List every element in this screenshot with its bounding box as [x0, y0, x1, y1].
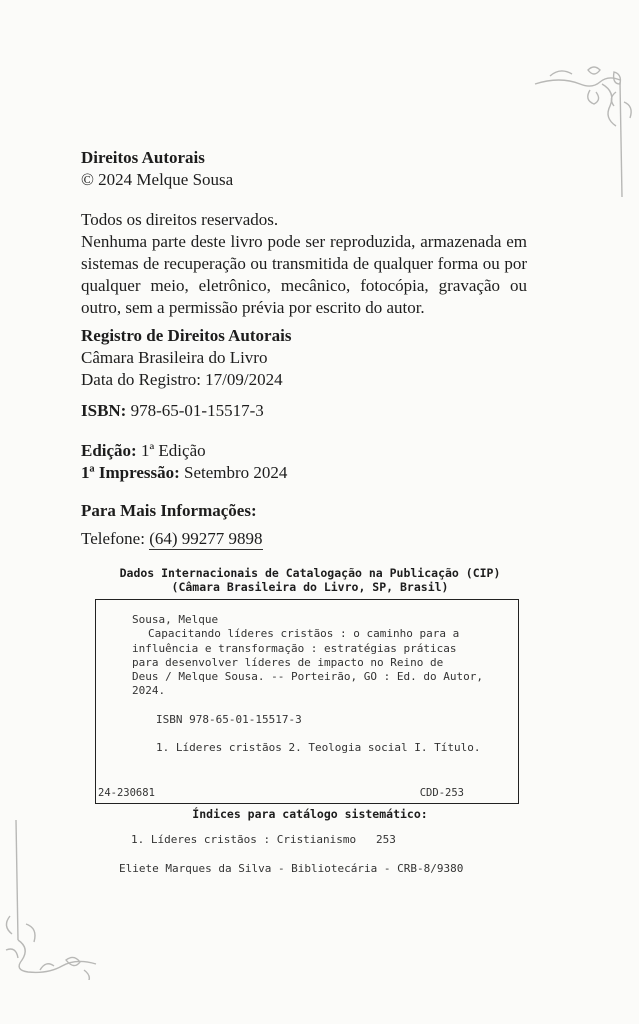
isbn-section — [81, 400, 527, 422]
cip-cdd: CDD-253 — [419, 787, 464, 799]
cip-title-line: Capacitando líderes cristãos : o caminho para a — [148, 627, 460, 641]
cip-author: Sousa, Melque — [132, 613, 219, 626]
info-section — [81, 500, 527, 550]
cip-header-line2: (Câmara Brasileira do Livro, SP, Brasil) — [171, 580, 449, 594]
isbn-value: 978-65-01-15517-3 — [126, 401, 264, 420]
index-heading: Índices para catálogo sistemático: — [192, 807, 428, 821]
copyright-heading: Direitos Autorais — [81, 148, 205, 167]
phone-number[interactable]: (64) 99277 9898 — [149, 529, 263, 548]
printing-label: 1ª Impressão: — [81, 463, 180, 482]
cip-subjects: 1. Líderes cristãos 2. Teologia social I. Título. — [156, 741, 481, 755]
copyright-section — [81, 147, 527, 191]
rights-section — [81, 209, 527, 319]
edition-label: Edição: — [81, 441, 137, 460]
cip-header-line1: Dados Internacionais de Catalogação na Publicação (CIP) — [119, 566, 501, 580]
top-right-ornament — [530, 62, 639, 202]
copyright-line: © 2024 Melque Sousa — [81, 170, 234, 189]
rights-reserved-line: Todos os direitos reservados. — [81, 210, 279, 229]
rights-paragraph: Nenhuma parte deste livro pode ser reproduzida, armazenada em sistemas de recuperação ou transmitida de qualquer forma ou por qualquer meio, eletrônico, mecânico, fotocópia, gravação ou outro, sem a permissão prévia por escrito do autor. — [81, 232, 527, 317]
isbn-label: ISBN: — [81, 401, 127, 420]
cip-isbn: ISBN 978-65-01-15517-3 — [156, 712, 302, 726]
cip-title-line: influência e transformação : estratégias práticas — [132, 641, 457, 655]
registry-date: Data do Registro: 17/09/2024 — [81, 370, 283, 389]
cip-title-line: para desenvolver líderes de impacto no Reino de — [132, 655, 444, 669]
cip-record-box — [95, 599, 519, 804]
cip-title-line: Deus / Melque Sousa. -- Porteirão, GO : Ed. do Autor, — [132, 670, 483, 684]
bottom-left-ornament — [0, 820, 110, 980]
edition-value: 1ª Edição — [136, 441, 206, 460]
cip-record-number: 24-230681 — [98, 787, 155, 799]
phone-label: Telefone: — [81, 529, 150, 548]
info-heading: Para Mais Informações: — [81, 501, 257, 520]
cip-title-line: 2024. — [132, 684, 166, 698]
librarian-line: Eliete Marques da Silva - Bibliotecária - CRB-8/9380 — [119, 862, 464, 875]
cip-header — [60, 566, 560, 594]
index-item: 1. Líderes cristãos : Cristianismo 253 — [131, 833, 396, 846]
registry-section — [81, 325, 527, 391]
registry-heading: Registro de Direitos Autorais — [81, 326, 292, 345]
printing-value: Setembro 2024 — [179, 463, 288, 482]
registry-body: Câmara Brasileira do Livro — [81, 348, 268, 367]
edition-section — [81, 440, 527, 484]
